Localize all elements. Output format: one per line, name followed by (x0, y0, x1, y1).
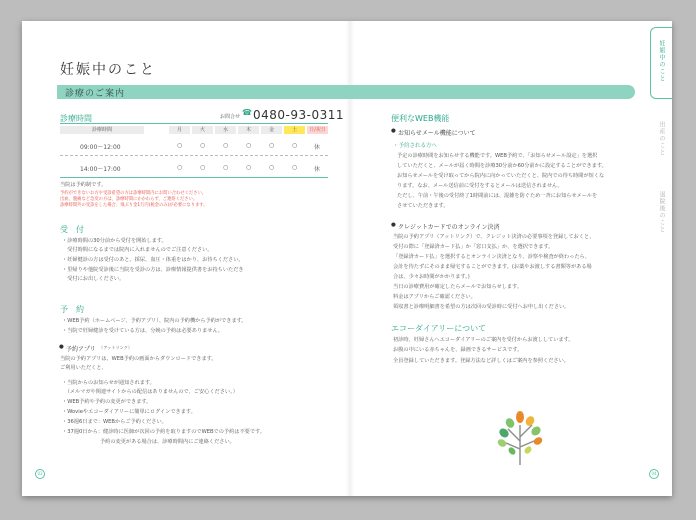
hours-red-note: 出血、腹痛など急変の方は、診療時間にかかわらず、ご連絡ください。 (60, 197, 198, 202)
reservation-line: ・WEB予約（ホームページ、予約アプリ）、院内の予約機から予約ができます。 (62, 318, 247, 324)
hours-row-divider (60, 155, 328, 156)
phone-label: お問合せ (220, 114, 241, 120)
day-fri: 金 (261, 126, 282, 134)
hours-mark: ○ (246, 164, 252, 171)
hours-mark: ○ (292, 164, 298, 171)
card-line: 受付の際に「登録済カード払」か「窓口支払」か、を選択できます。 (393, 244, 554, 250)
reception-line: 受付時間になるまでは院内に入れませんのでご注意ください。 (62, 247, 213, 253)
hours-mark: ○ (200, 142, 206, 149)
hours-red-note: 予約ができないお方や受診希望の方は診療時間内にお問い合わせください。 (60, 191, 207, 196)
card-line: 会計を待たずにそのまま帰宅することができます。(お薬やお渡しする書類等がある場 (393, 264, 592, 270)
reception-heading: 受 付 (60, 225, 84, 234)
section-title: 診療のご案内 (65, 89, 126, 99)
app-heading-bullet: ● (59, 344, 64, 350)
card-heading: クレジットカードでのオンライン決済 (398, 224, 500, 231)
page-number-right: 04 (649, 469, 659, 479)
mail-line: ただし、午前・午後の受付終了1時間前には、混雑を防ぐため一斉にお知らせメールを (397, 193, 598, 199)
reservation-heading: 予 約 (60, 305, 84, 314)
app-line: 予約の変更がある場合は、診療時間内にご連絡ください。 (62, 439, 235, 445)
mail-heading-bullet: ● (391, 128, 396, 134)
hours-mark: ○ (177, 142, 183, 149)
day-tue: 火 (192, 126, 213, 134)
day-sun-holiday: 日/祝日 (307, 126, 328, 134)
hours-red-note: 診療時間外の受診をした場合、飛ぶり金1万円(税金のみ)が必要になります。 (60, 203, 208, 208)
mail-heading: お知らせメール機能について (398, 130, 476, 137)
echo-line: お腹の中にいる赤ちゃんを、録画できるサービスです。 (393, 347, 523, 353)
hours-mark: ○ (223, 164, 229, 171)
hours-row-afternoon-time: 14:00～17:00 (80, 166, 121, 173)
phone-number: 0480-93-0311 (253, 108, 345, 122)
hours-mark: ○ (177, 164, 183, 171)
reception-line: ・妊婦健診の方は受付のあと、採尿、血圧・体重をはかり、お待ちください。 (62, 257, 244, 263)
app-line: ・WEB予約や予約の変更ができます。 (62, 399, 152, 405)
app-line: ・37週0日から：健診時に医師が次回の予約を取りますのでWEBでの予約は不要です。 (62, 429, 266, 435)
card-heading-bullet: ● (391, 222, 396, 228)
hours-note: 当院は予約制です。 (60, 182, 107, 188)
tab-after-label: 退院後のこと (658, 191, 665, 233)
section-bar (57, 85, 635, 99)
tab-birth[interactable] (650, 111, 672, 175)
hours-row-morning-time: 09:00～12:00 (80, 144, 121, 151)
app-line: ・当院からのお知らせが通知されます。 (62, 380, 155, 386)
hours-bottom-rule (60, 177, 328, 178)
card-line: 領収書と診療明細書を希望の方は次回の受診時に受付へお申し出ください。 (393, 304, 570, 310)
echo-line: 初診時、妊婦さんへエコーダイアリーのご案内を受付からお渡ししています。 (393, 337, 574, 343)
tab-pregnancy[interactable] (650, 27, 672, 99)
web-heading: 便利なWEB機能 (391, 114, 450, 123)
page-number-left: 03 (35, 469, 45, 479)
reception-line: ・診療時間の30分前から受付を開始します。 (62, 238, 167, 244)
mail-line: ります。なお、メール送信前に受付をするとメールは送信されません。 (397, 183, 563, 189)
hours-top-rule (60, 123, 328, 124)
hours-mark: ○ (269, 142, 275, 149)
echo-heading: エコーダイアリーについて (391, 324, 487, 333)
brochure-spread (22, 21, 672, 496)
card-line: 「登録済カード払」を選択するとオンライン決済となり、診察や検査が終わったら、 (393, 254, 590, 260)
mail-line: させていただきます。 (397, 203, 449, 209)
page-title: 妊娠中のこと (60, 62, 156, 78)
day-mon: 月 (169, 126, 190, 134)
hours-mark: ○ (223, 142, 229, 149)
day-sat: 土 (284, 126, 305, 134)
tab-birth-label: 出産のこと (658, 121, 665, 156)
app-heading: 予約アプリ (66, 346, 96, 353)
app-line: 当院の予約アプリは、WEB予約の画面からダウンロードできます。 (60, 356, 217, 362)
mail-line: 予定の診療時間をお知らせする機能です。WEB予約で、「お知らせメール設定」を選択 (397, 153, 598, 159)
tree-illustration (492, 403, 548, 467)
reception-line: ・里帰りや他院受診後に当院を受診の方は、診療情報提供書をお持ちいただき (62, 267, 244, 273)
app-line: ・36週6日まで：WEBからご予約ください。 (62, 419, 167, 425)
phone-icon: ☎ (242, 108, 252, 117)
hours-heading: 診療時間 (60, 114, 92, 123)
hours-mark: ○ (200, 164, 206, 171)
mail-sub-heading: ・予約される方へ (393, 143, 438, 149)
hours-mark: ○ (292, 142, 298, 149)
mail-line: していただくと、メールが届く時間を診療30分前か60分前かに設定することができます。 (397, 163, 607, 169)
mail-line: お知らせメールを受け取ってから院内に向かっていただくと、院内での待ち時間が短くな (397, 173, 605, 179)
hours-col-time: 診療時間 (60, 126, 144, 134)
day-thu: 木 (238, 126, 259, 134)
hours-mark: 休 (314, 144, 321, 151)
card-line: 当日の診療費用が確定したらメールでお知らせします。 (393, 284, 523, 290)
hours-mark: 休 (314, 166, 321, 173)
card-line: 料金はアプリからご確認ください。 (393, 294, 476, 300)
card-line: 合は、少々お時間がかかります。) (393, 274, 470, 280)
echo-line: 全員登録していただきます。登録方法など詳しくはご案内を参照ください。 (393, 358, 569, 364)
app-line: ご利用いただくと、 (60, 365, 107, 371)
day-wed: 水 (215, 126, 236, 134)
hours-mark: ○ (246, 142, 252, 149)
hours-mark: ○ (269, 164, 275, 171)
app-line: ・Wovieやエコーダイアリーに簡単にログインできます。 (62, 409, 196, 415)
tab-after-discharge[interactable] (650, 181, 672, 245)
tab-pregnancy-label: 妊娠中のこと (658, 40, 665, 82)
app-line: （メルマガや関連サイトからの配信はありませんので、ご安心ください。） (62, 389, 238, 395)
reservation-line: ・当院で妊婦健診を受けている方は、分娩の予約は必要ありません。 (62, 328, 224, 334)
app-heading-sub: （アットリンク） (99, 345, 133, 350)
reception-line: 受付にお出しください。 (62, 276, 125, 282)
card-line: 当院の予約アプリ（アットリンク）で、クレジット決済の必要事項を登録しておくと、 (393, 234, 595, 240)
